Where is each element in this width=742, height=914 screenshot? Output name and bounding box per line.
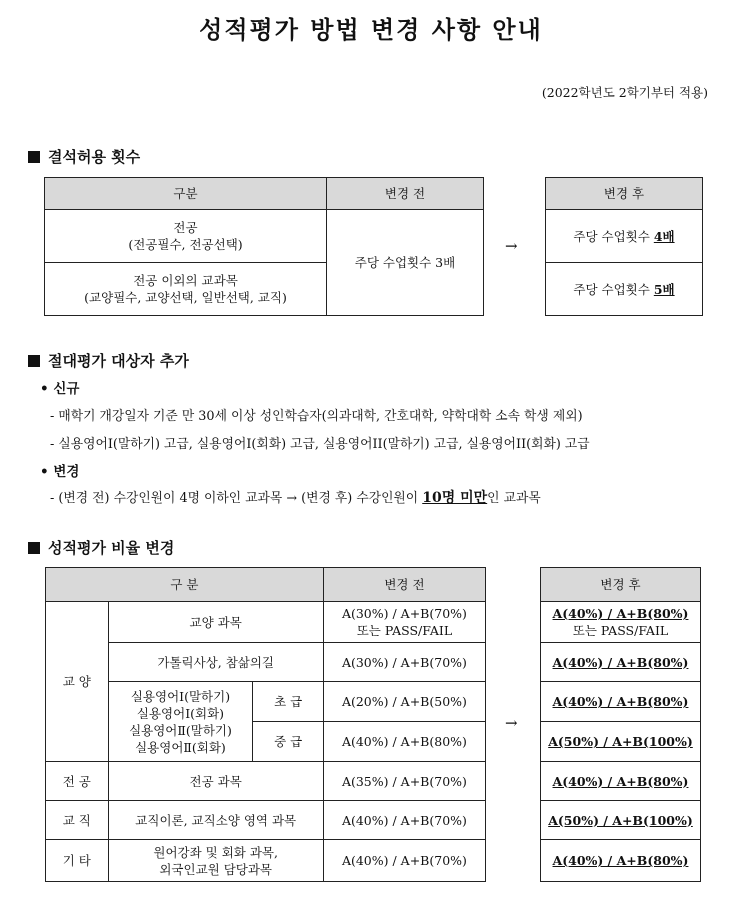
change-label-text: 변경 xyxy=(53,464,80,480)
ratio-r5-before: A(35%) / A+B(70%) xyxy=(323,762,485,801)
ratio-before-table xyxy=(45,567,486,882)
ratio-r5-after: A(40%) / A+B(80%) xyxy=(541,762,701,801)
ratio-r3-after: A(40%) / A+B(80%) xyxy=(541,682,701,722)
ratio-group-major: 전 공 xyxy=(46,762,109,801)
change-item-prefix: - (변경 전) 수강인원이 4명 이하인 교과목 → (변경 후) 수강인원이 xyxy=(50,491,423,506)
ratio-r4-after: A(50%) / A+B(100%) xyxy=(541,722,701,762)
section-ratio-heading xyxy=(28,537,174,558)
ratio-r6-before: A(40%) / A+B(70%) xyxy=(323,801,485,840)
ratio-col-category: 구 분 xyxy=(46,568,324,602)
ratio-r4-level: 중 급 xyxy=(253,722,323,762)
absence-col-before: 변경 전 xyxy=(327,178,484,210)
section-absolute-heading xyxy=(28,350,189,371)
absence-col-category: 구분 xyxy=(45,178,327,210)
absence-after-major-prefix: 주당 수업횟수 xyxy=(573,228,654,244)
ratio-r1-before xyxy=(323,602,485,643)
section-absence-title: 결석허용 횟수 xyxy=(48,148,141,166)
absence-before-value: 주당 수업횟수 3배 xyxy=(327,210,484,316)
absence-row-major-line1: 전공 xyxy=(173,220,198,235)
square-bullet-icon xyxy=(28,151,40,163)
absence-after-nonmajor-prefix: 주당 수업횟수 xyxy=(573,281,654,297)
change-label xyxy=(40,460,79,480)
absence-row-nonmajor xyxy=(45,263,327,316)
section-absolute-title: 절대평가 대상자 추가 xyxy=(48,352,189,370)
ratio-col-after: 변경 후 xyxy=(541,568,701,602)
ratio-r3-before: A(20%) / A+B(50%) xyxy=(323,682,485,722)
ratio-r7-name-line2: 외국인교원 담당과목 xyxy=(159,861,273,877)
square-bullet-icon xyxy=(28,355,40,367)
ratio-r1-name: 교양 과목 xyxy=(108,602,323,643)
ratio-r4-before: A(40%) / A+B(80%) xyxy=(323,722,485,762)
ratio-group-other: 기 타 xyxy=(46,840,109,882)
effective-date-note: (2022학년도 2학기부터 적용) xyxy=(541,85,708,100)
ratio-english-line3: 실용영어Ⅱ(말하기) xyxy=(129,722,232,738)
new-item-english-advanced: - 실용영어I(말하기) 고급, 실용영어I(회화) 고급, 실용영어II(말하기) 고급, 실용영어II(회화) 고급 xyxy=(50,437,590,452)
ratio-r2-after: A(40%) / A+B(80%) xyxy=(541,643,701,682)
change-item-suffix: 인 교과목 xyxy=(487,491,541,506)
ratio-arrow-icon: → xyxy=(505,714,518,732)
dot-bullet-icon: • xyxy=(40,464,49,480)
absence-after-table xyxy=(545,177,703,316)
absence-after-nonmajor-value: 5배 xyxy=(653,281,675,297)
ratio-r1-before-line2: 또는 PASS/FAIL xyxy=(356,623,453,638)
absence-arrow-icon: → xyxy=(505,237,518,255)
ratio-r1-before-line1: A(30%) / A+B(70%) xyxy=(341,606,467,621)
ratio-group-teaching: 교 직 xyxy=(46,801,109,840)
absence-before-table xyxy=(44,177,484,316)
absence-col-after: 변경 후 xyxy=(546,178,703,210)
ratio-r1-after xyxy=(541,602,701,643)
absence-row-major xyxy=(45,210,327,263)
ratio-group-liberal: 교 양 xyxy=(46,602,109,762)
ratio-r6-name: 교직이론, 교직소양 영역 과목 xyxy=(108,801,323,840)
ratio-english-line1: 실용영어Ⅰ(말하기) xyxy=(130,688,231,704)
absence-after-nonmajor xyxy=(546,263,703,316)
ratio-r6-after: A(50%) / A+B(100%) xyxy=(541,801,701,840)
change-item-emphasis: 10명 미만 xyxy=(422,490,488,506)
page-title: 성적평가 방법 변경 사항 안내 xyxy=(199,15,543,44)
ratio-english-line4: 실용영어Ⅱ(회화) xyxy=(135,739,226,755)
new-label-text: 신규 xyxy=(53,381,80,397)
ratio-r7-name xyxy=(108,840,323,882)
absence-after-major xyxy=(546,210,703,263)
ratio-col-before: 변경 전 xyxy=(323,568,485,602)
ratio-r7-name-line1: 원어강좌 및 회화 과목, xyxy=(153,844,278,860)
dot-bullet-icon: • xyxy=(40,381,49,397)
square-bullet-icon xyxy=(28,542,40,554)
ratio-r2-name: 가톨릭사상, 참삶의길 xyxy=(108,643,323,682)
new-item-adult-learners: - 매학기 개강일자 기준 만 30세 이상 성인학습자(의과대학, 간호대학, 약학대학 소속 학생 제외) xyxy=(50,409,583,424)
new-label xyxy=(40,377,79,397)
absence-row-major-line2: (전공필수, 전공선택) xyxy=(128,237,243,252)
ratio-r5-name: 전공 과목 xyxy=(108,762,323,801)
ratio-english-courses xyxy=(108,682,253,762)
ratio-r7-after: A(40%) / A+B(80%) xyxy=(541,840,701,882)
absence-after-major-value: 4배 xyxy=(653,228,675,244)
absence-row-nonmajor-line2: (교양필수, 교양선택, 일반선택, 교직) xyxy=(84,290,287,305)
section-ratio-title: 성적평가 비율 변경 xyxy=(48,539,175,557)
absence-row-nonmajor-line1: 전공 이외의 교과목 xyxy=(133,273,238,288)
ratio-r2-before: A(30%) / A+B(70%) xyxy=(323,643,485,682)
ratio-after-table xyxy=(540,567,701,882)
ratio-r7-before: A(40%) / A+B(70%) xyxy=(323,840,485,882)
change-item-enrollment xyxy=(50,487,541,507)
ratio-r3-level: 초 급 xyxy=(253,682,323,722)
ratio-r1-after-line2: 또는 PASS/FAIL xyxy=(572,623,669,638)
ratio-english-line2: 실용영어Ⅰ(회화) xyxy=(136,705,225,721)
section-absence-heading xyxy=(28,146,140,167)
ratio-r1-after-line1: A(40%) / A+B(80%) xyxy=(552,606,689,621)
